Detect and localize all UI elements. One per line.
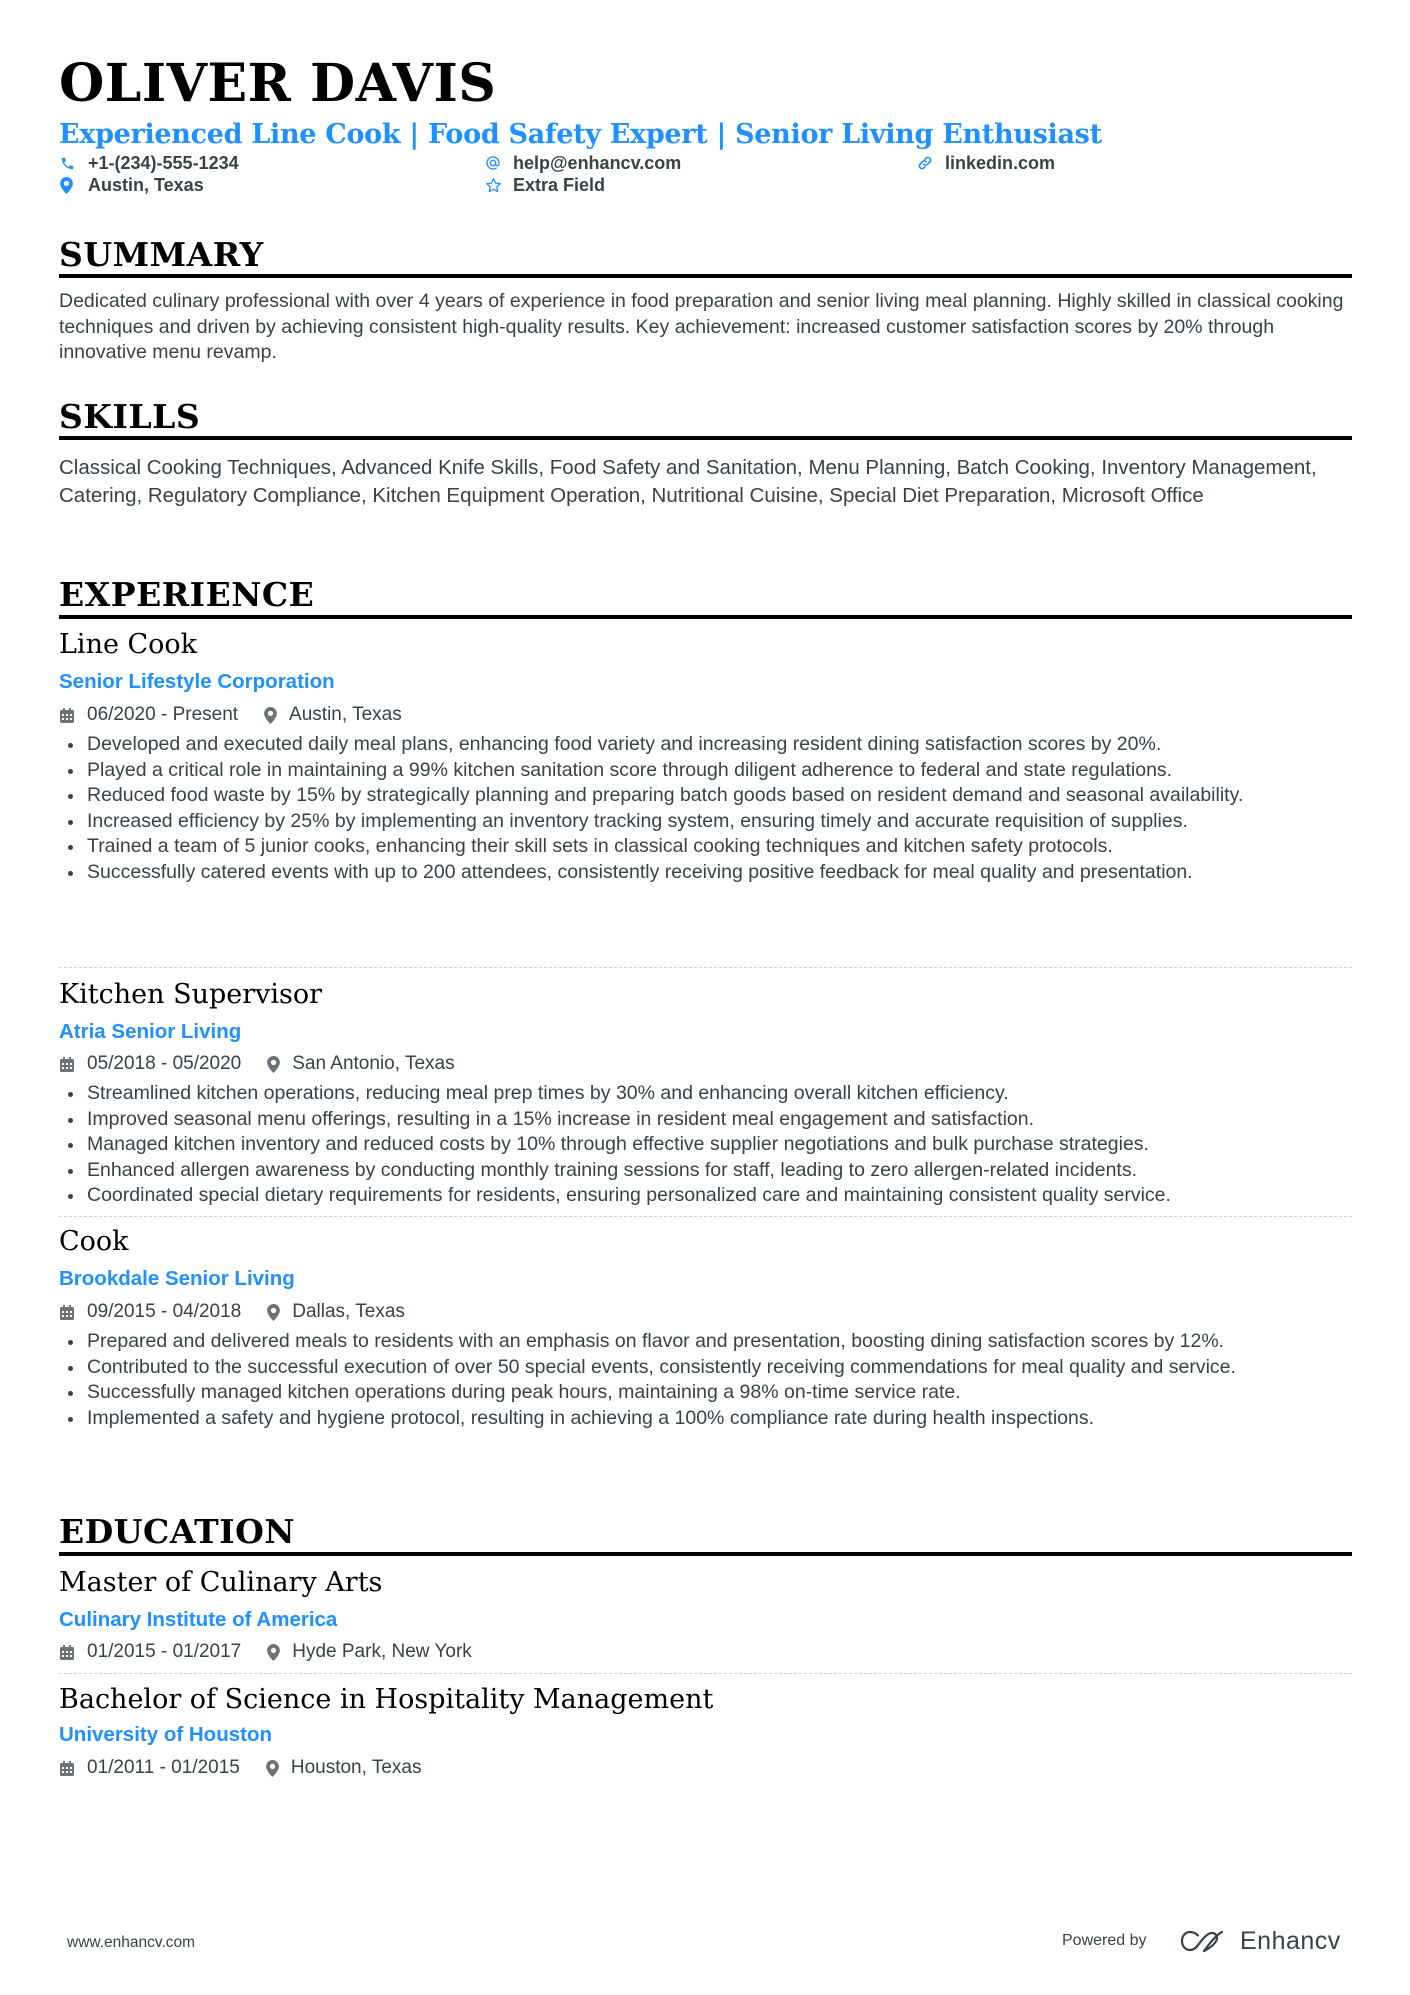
degree-title: Bachelor of Science in Hospitality Management: [59, 1684, 714, 1715]
company-name: Brookdale Senior Living: [59, 1267, 295, 1290]
education-meta: [60, 1756, 421, 1780]
company-name: Senior Lifestyle Corporation: [59, 670, 335, 693]
job-dates: 06/2020 - Present: [87, 704, 239, 725]
section-title-skills: SKILLS: [59, 397, 201, 436]
link-icon: [917, 154, 937, 172]
bullet-item: Improved seasonal menu offerings, resulting in a 15% increase in resident meal engagement and satisfaction.: [59, 1107, 1352, 1133]
star-icon: [485, 176, 505, 194]
job-meta: [60, 703, 402, 727]
headline: Experienced Line Cook | Food Safety Expert | Senior Living Enthusiast: [59, 119, 1102, 150]
entry-divider: [59, 967, 1352, 968]
bullet-item: Implemented a safety and hygiene protocol, resulting in achieving a 100% compliance rate during health inspections.: [59, 1406, 1352, 1432]
bullet-item: Successfully catered events with up to 200 attendees, consistently receiving positive feedback for meal quality and presentation.: [59, 860, 1352, 886]
calendar-icon: [60, 1645, 74, 1660]
bullet-item: Successfully managed kitchen operations during peak hours, maintaining a 98% on-time service rate.: [59, 1380, 1352, 1406]
enhancv-brand-name: Enhancv: [1240, 1927, 1341, 1955]
location-pin-icon: [267, 1644, 280, 1661]
section-title-summary: SUMMARY: [59, 235, 264, 274]
bullet-item: Reduced food waste by 15% by strategically planning and preparing batch goods based on resident demand and seasonal availability.: [59, 783, 1352, 809]
powered-by-label: Powered by: [1062, 1932, 1147, 1949]
bullet-item: Enhanced allergen awareness by conducting monthly training sessions for staff, leading to zero allergen-related incidents.: [59, 1158, 1352, 1184]
location-pin-icon: [266, 1760, 279, 1777]
calendar-icon: [60, 708, 74, 723]
phone-value: +1-(234)-555-1234: [88, 153, 239, 173]
bullet-item: Contributed to the successful execution of over 50 special events, consistently receiving commendations for meal quality and service.: [59, 1355, 1352, 1381]
job-dates: 09/2015 - 04/2018: [87, 1301, 242, 1322]
footer-website-link[interactable]: www.enhancv.com: [67, 1934, 196, 1951]
enhancv-logo-icon: [1180, 1929, 1228, 1953]
section-rule: [59, 274, 1352, 278]
location-pin-icon: [267, 1304, 280, 1321]
bullet-item: Streamlined kitchen operations, reducing meal prep times by 30% and enhancing overall kitchen efficiency.: [59, 1081, 1352, 1107]
job-title: Cook: [59, 1226, 129, 1257]
skills-text: Classical Cooking Techniques, Advanced Knife Skills, Food Safety and Sanitation, Menu Planning, Batch Cooking, Inventory Management, Catering, Regulatory Compliance, Kitchen Equipment Operation, Nutritional Cuisine, Special Diet Preparation, Microsoft Office: [59, 456, 1317, 507]
section-title-experience: EXPERIENCE: [59, 575, 315, 614]
section-rule: [59, 1552, 1352, 1556]
school-name: University of Houston: [59, 1723, 272, 1746]
calendar-icon: [60, 1305, 74, 1320]
job-title: Line Cook: [59, 629, 198, 660]
contact-extra: [485, 174, 605, 196]
contact-linkedin: [917, 152, 1055, 174]
job-bullets: [59, 1329, 1352, 1431]
summary-text: Dedicated culinary professional with over 4 years of experience in food preparation and senior living meal planning. Highly skilled in classical cooking techniques and driven by achieving consistent high-quality results. Key achievement: increased customer satisfaction scores by 20% through innovative menu revamp.: [59, 290, 1344, 363]
section-rule: [59, 436, 1352, 440]
job-title: Kitchen Supervisor: [59, 979, 323, 1010]
contact-email: [485, 152, 681, 174]
contact-location: [60, 174, 204, 196]
bullet-item: Coordinated special dietary requirements for residents, ensuring personalized care and maintaining consistent quality service.: [59, 1183, 1352, 1209]
job-location: San Antonio, Texas: [292, 1053, 455, 1074]
location-value: Austin, Texas: [88, 175, 204, 195]
job-meta: [60, 1300, 405, 1324]
school-name: Culinary Institute of America: [59, 1608, 338, 1631]
job-bullets: [59, 1081, 1352, 1209]
email-value[interactable]: help@enhancv.com: [513, 153, 682, 173]
section-title-education: EDUCATION: [59, 1512, 296, 1551]
bullet-item: Developed and executed daily meal plans, enhancing food variety and increasing resident dining satisfaction scores by 20%.: [59, 732, 1352, 758]
section-rule: [59, 615, 1352, 619]
at-icon: [485, 154, 505, 172]
job-location: Austin, Texas: [289, 704, 402, 725]
job-bullets: [59, 732, 1352, 885]
contact-phone: [60, 152, 239, 174]
job-meta: [60, 1052, 455, 1076]
job-location: Dallas, Texas: [292, 1301, 405, 1322]
phone-icon: [60, 154, 80, 172]
company-name: Atria Senior Living: [59, 1020, 242, 1043]
candidate-name: OLIVER DAVIS: [59, 53, 497, 114]
bullet-item: Played a critical role in maintaining a 99% kitchen sanitation score through diligent adherence to federal and state regulations.: [59, 758, 1352, 784]
entry-divider: [59, 1673, 1352, 1674]
linkedin-value[interactable]: linkedin.com: [945, 153, 1056, 173]
entry-divider: [59, 1216, 1352, 1217]
bullet-item: Prepared and delivered meals to residents with an emphasis on flavor and presentation, boosting dining satisfaction scores by 12%.: [59, 1329, 1352, 1355]
job-dates: 05/2018 - 05/2020: [87, 1053, 242, 1074]
education-meta: [60, 1640, 472, 1664]
extra-field-value: Extra Field: [513, 175, 606, 195]
education-dates: 01/2011 - 01/2015: [87, 1757, 240, 1778]
location-pin-icon: [60, 176, 80, 194]
calendar-icon: [60, 1057, 74, 1072]
location-pin-icon: [267, 1056, 280, 1073]
education-location: Houston, Texas: [290, 1757, 422, 1778]
education-location: Hyde Park, New York: [292, 1641, 472, 1662]
degree-title: Master of Culinary Arts: [59, 1567, 383, 1598]
education-dates: 01/2015 - 01/2017: [87, 1641, 242, 1662]
bullet-item: Managed kitchen inventory and reduced costs by 10% through effective supplier negotiations and bulk purchase strategies.: [59, 1132, 1352, 1158]
bullet-item: Trained a team of 5 junior cooks, enhancing their skill sets in classical cooking techniques and kitchen safety protocols.: [59, 834, 1352, 860]
calendar-icon: [60, 1761, 74, 1776]
location-pin-icon: [264, 707, 277, 724]
bullet-item: Increased efficiency by 25% by implementing an inventory tracking system, ensuring timely and accurate requisition of supplies.: [59, 809, 1352, 835]
